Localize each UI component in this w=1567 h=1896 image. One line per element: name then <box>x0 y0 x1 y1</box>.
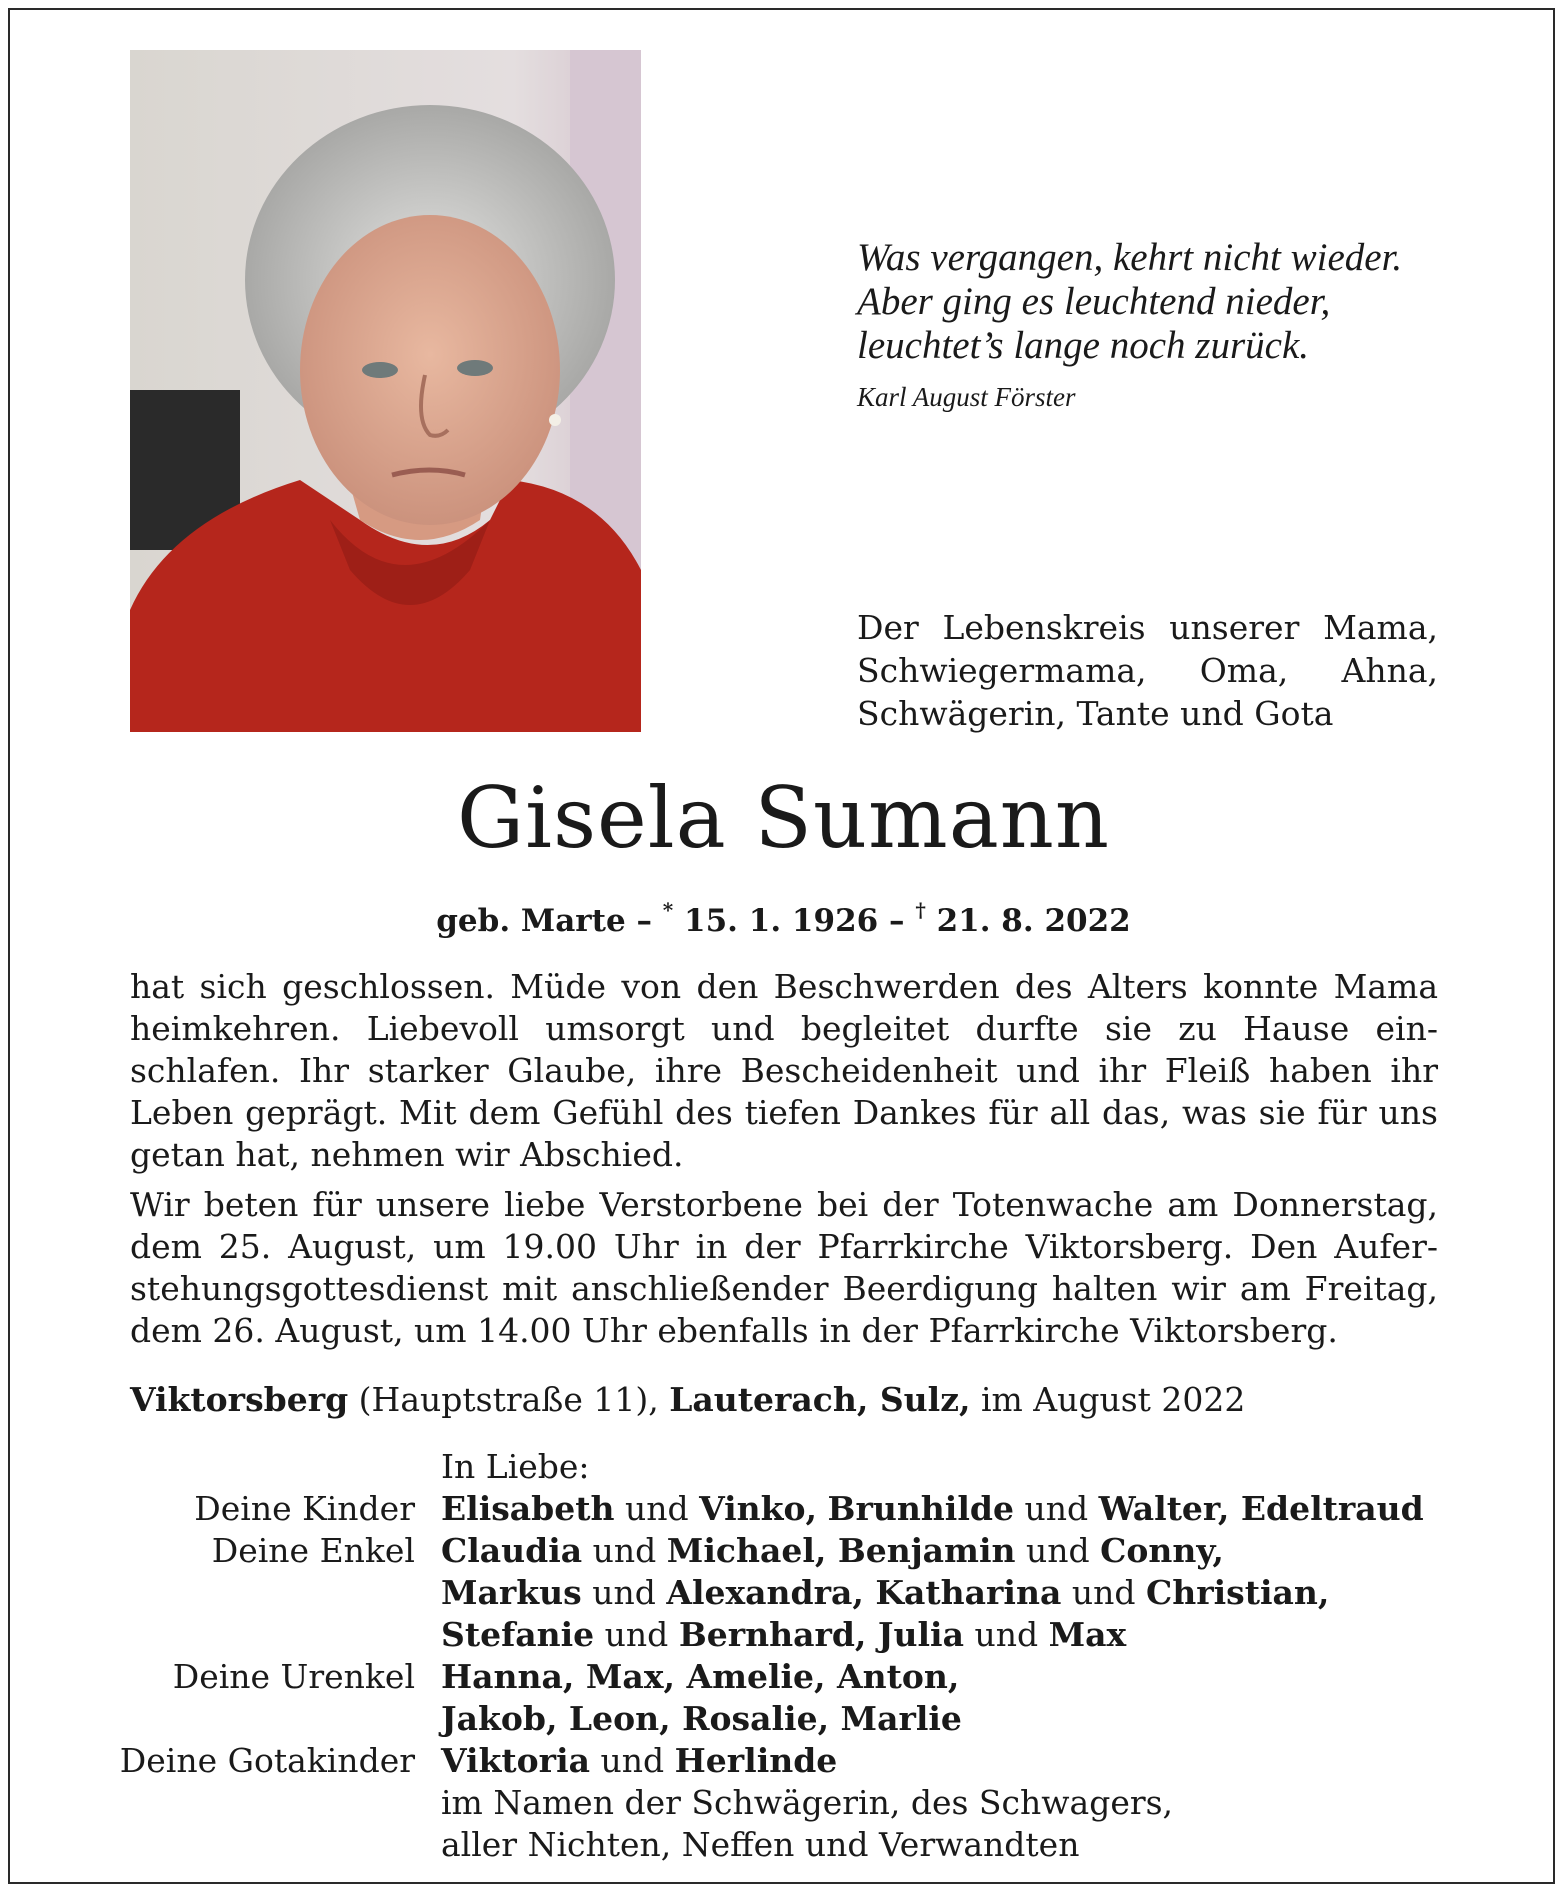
portrait-photo-icon <box>130 50 641 732</box>
family-row: Stefanie und Bernhard, Julia und Max <box>441 1615 1127 1654</box>
text-line: Leben geprägt. Mit dem Gefühl des tiefen Dankes für all das, was sie für uns <box>130 1093 1438 1132</box>
death-date: 21. 8. 2022 <box>936 903 1131 939</box>
family-row: Deine Enkel Claudia und Michael, Benjamin und Conny, <box>60 1530 1500 1572</box>
birth-date: 15. 1. 1926 <box>684 903 879 939</box>
text-line: heimkehren. Liebevoll umsorgt und begleitet durfte sie zu Hause ein- <box>130 1009 1438 1048</box>
family-member: Jakob, Leon, Rosalie, Marlie <box>441 1699 962 1738</box>
family-row: Markus und Alexandra, Katharina und Christian, <box>441 1573 1330 1612</box>
text-line: hat sich geschlossen. Müde von den Beschwerden des Alters konnte Mama <box>130 967 1438 1006</box>
dash: – <box>889 903 905 939</box>
intro-line: Schwiegermama, Oma, Ahna, <box>857 651 1438 690</box>
intro-line: Schwägerin, Tante und Gota <box>857 694 1334 733</box>
quote-author: Karl August Förster <box>857 382 1076 412</box>
text-line: Wir beten für unsere liebe Verstorbene bei der Totenwache am Donnerstag, <box>130 1185 1438 1224</box>
paragraph <box>130 966 1438 1176</box>
text-line: dem 26. August, um 14.00 Uhr ebenfalls in der Pfarrkirche Viktorsberg. <box>130 1311 1338 1350</box>
family-row <box>60 1782 1500 1824</box>
family-list <box>60 1446 1500 1866</box>
family-member: Walter, Edeltraud <box>1098 1489 1424 1528</box>
family-row <box>60 1446 1500 1488</box>
family-row <box>60 1824 1500 1866</box>
relation-label: Deine Kinder <box>194 1489 415 1528</box>
quote-line: Aber ging es leuchtend nieder, <box>857 280 1331 323</box>
family-member: Max <box>1048 1615 1127 1654</box>
family-member: Brunhilde <box>827 1489 1014 1528</box>
family-member: Christian, <box>1145 1573 1330 1612</box>
family-member: Herlinde <box>674 1741 838 1780</box>
family-member: Vinko, <box>699 1489 818 1528</box>
birth-name: geb. Marte <box>436 903 626 939</box>
family-member: Claudia <box>441 1531 583 1570</box>
towns: Lauterach, Sulz, <box>669 1380 971 1419</box>
family-row: Deine Kinder Elisabeth und Vinko, Brunhilde und Walter, Edeltraud <box>60 1488 1500 1530</box>
text-line: schlafen. Ihr starker Glaube, ihre Bescheidenheit und ihr Fleiß haben ihr <box>130 1051 1438 1090</box>
family-member: Hanna, Max, Amelie, Anton, <box>441 1657 960 1696</box>
dash: – <box>636 903 652 939</box>
quote-line: Was vergangen, kehrt nicht wieder. <box>857 236 1403 279</box>
family-member: Bernhard, Julia <box>678 1615 964 1654</box>
text-line: stehungsgottesdienst mit anschließender Beerdigung halten wir am Freitag, <box>130 1269 1438 1308</box>
death-symbol: † <box>915 898 926 922</box>
intro-text <box>857 606 1438 735</box>
family-member: Markus <box>441 1573 582 1612</box>
place-and-date <box>130 1378 1245 1422</box>
relation-label: Deine Gotakinder <box>119 1741 415 1780</box>
family-member: Michael, Benjamin <box>666 1531 1016 1570</box>
relation-label: Deine Urenkel <box>172 1657 415 1696</box>
life-dates <box>0 888 1567 943</box>
family-member: Alexandra, Katharina <box>666 1573 1062 1612</box>
family-member: Stefanie <box>441 1615 595 1654</box>
town: Viktorsberg <box>130 1380 349 1419</box>
address: (Hauptstraße 11), <box>348 1380 670 1419</box>
intro-line: Der Lebenskreis unserer Mama, <box>857 608 1438 647</box>
greeting: In Liebe: <box>441 1447 590 1486</box>
closing-line: aller Nichten, Neffen und Verwandten <box>441 1825 1080 1864</box>
family-member: Elisabeth <box>441 1489 615 1528</box>
family-member: Conny, <box>1100 1531 1224 1570</box>
family-member: Viktoria <box>441 1741 590 1780</box>
text-line: dem 25. August, um 19.00 Uhr in der Pfarrkirche Viktorsberg. Den Aufer- <box>130 1227 1438 1266</box>
family-row <box>60 1656 1500 1698</box>
paragraph <box>130 1184 1438 1352</box>
closing-line: im Namen der Schwägerin, des Schwagers, <box>441 1783 1174 1822</box>
month: im August 2022 <box>970 1380 1246 1419</box>
family-row <box>60 1698 1500 1740</box>
quote-line: leuchtet’s lange noch zurück. <box>857 324 1310 367</box>
deceased-name: Gisela Sumann <box>456 769 1110 867</box>
memorial-quote <box>857 236 1457 413</box>
text-line: getan hat, nehmen wir Abschied. <box>130 1135 684 1174</box>
obituary-text <box>130 966 1438 1352</box>
birth-symbol: * <box>662 898 674 922</box>
relation-label: Deine Enkel <box>211 1531 415 1570</box>
portrait-photo <box>130 50 641 732</box>
family-row: Deine Gotakinder Viktoria und Herlinde <box>60 1740 1500 1782</box>
